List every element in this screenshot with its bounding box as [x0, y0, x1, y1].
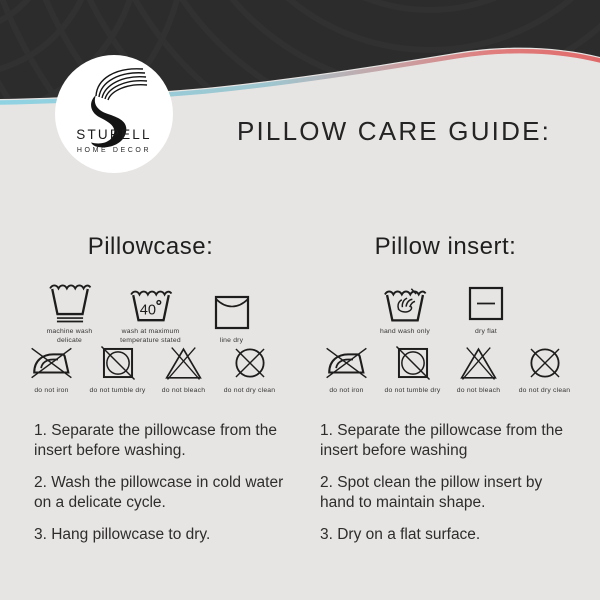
machine-wash-delicate-icon: [47, 279, 93, 323]
do-not-dry-clean-icon: [231, 344, 269, 382]
do-not-iron-icon: [28, 344, 75, 382]
care-step: 3. Dry on a flat surface.: [320, 525, 481, 543]
brand-tagline: HOME DECOR: [76, 147, 152, 154]
insert-donot-icons: [303, 345, 588, 395]
care-step: 1. Separate the pillowcase from the insert before washing.: [34, 422, 277, 460]
care-symbol: do not bleach: [154, 345, 214, 395]
line-dry-icon: [212, 292, 252, 332]
care-step: 2. Spot clean the pillow insert by hand to maintain shape.: [320, 473, 543, 512]
care-symbol: do not iron: [22, 345, 82, 395]
do-not-tumble-dry-icon: [99, 344, 137, 382]
pillowcase-wash-icons: [8, 281, 293, 345]
do-not-tumble-dry-icon: [394, 344, 432, 382]
pillowcase-heading: Pillowcase:: [87, 233, 214, 260]
care-symbol: do not iron: [317, 345, 377, 395]
stupell-s-swirl-icon: [55, 55, 173, 173]
care-symbol: do not dry clean: [220, 345, 280, 395]
care-symbol: do not bleach: [449, 345, 509, 395]
brand-name: STUPELL: [76, 127, 152, 142]
dry-flat-icon: [466, 283, 506, 323]
do-not-bleach-icon: [163, 345, 204, 382]
do-not-iron-icon: [323, 344, 370, 382]
pillowcase-section: [8, 233, 293, 578]
pillowcase-donot-icons: [8, 345, 293, 395]
care-symbol: hand wash only: [372, 281, 438, 336]
brand-logo: [55, 55, 173, 173]
care-symbol: machine wash delicate: [37, 281, 103, 345]
do-not-bleach-icon: [458, 345, 499, 382]
wash-max-temperature-icon: [128, 285, 174, 323]
care-step: 2. Wash the pillowcase in cold water on a delicate cycle.: [34, 473, 284, 512]
pillowcase-instructions: [8, 421, 293, 556]
insert-instructions: [303, 421, 588, 556]
care-symbol: do not tumble dry: [383, 345, 443, 395]
care-symbol: 40 wash at maximum temperature stated: [118, 281, 184, 345]
do-not-dry-clean-icon: [526, 344, 564, 382]
care-symbol: dry flat: [453, 281, 519, 336]
svg-text:40: 40: [139, 302, 156, 319]
page-title: PILLOW CARE GUIDE:: [236, 116, 552, 146]
care-symbol: line dry: [199, 290, 265, 345]
care-symbol: do not tumble dry: [88, 345, 148, 395]
care-step: 1. Separate the pillowcase from the insert before washing: [320, 422, 563, 460]
care-symbol: do not dry clean: [515, 345, 575, 395]
insert-wash-icons: [303, 281, 588, 336]
care-step: 3. Hang pillowcase to dry.: [34, 525, 211, 543]
hand-wash-only-icon: [381, 285, 429, 323]
pillow-insert-heading: Pillow insert:: [374, 233, 517, 260]
pillow-insert-section: [303, 233, 588, 578]
